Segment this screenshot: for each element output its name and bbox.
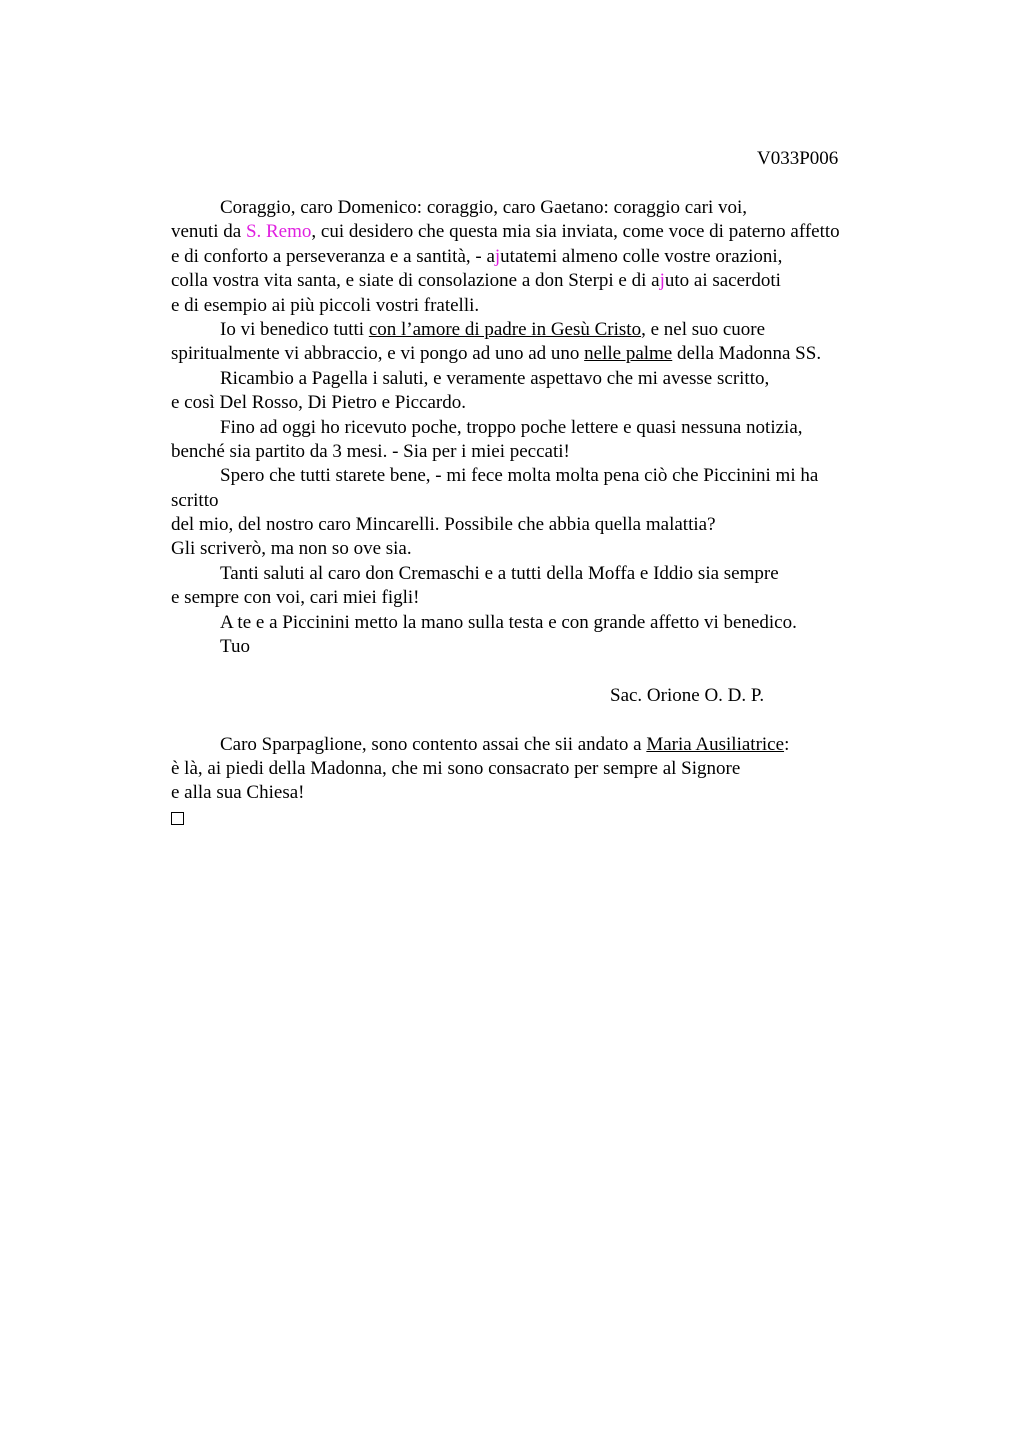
text-line: e sempre con voi, cari miei figli! [171, 587, 420, 609]
text-segment: utatemi almeno colle vostre orazioni, [500, 245, 783, 267]
text-line: Gli scriverò, ma non so ove sia. [171, 538, 412, 560]
text-line: e così Del Rosso, Di Pietro e Piccardo. [171, 392, 466, 414]
text-line [171, 733, 931, 757]
text-segment: , e nel suo cuore [641, 318, 766, 340]
text-segment: spiritualmente vi abbraccio, e vi pongo ad uno ad uno [171, 343, 585, 365]
text-line [171, 220, 931, 244]
signature: Sac. Orione O. D. P. [610, 684, 765, 706]
text-line [171, 318, 931, 342]
text-line: Fino ad oggi ho ricevuto poche, troppo poche lettere e quasi nessuna notizia, [220, 416, 803, 438]
text-line: Tuo [220, 636, 250, 658]
underlined-phrase: nelle palme [584, 343, 673, 365]
text-line: Tanti saluti al caro don Cremaschi e a tutti della Moffa e Iddio sia sempre [220, 562, 779, 584]
text-line [171, 342, 931, 366]
highlighted-letter: j [494, 245, 501, 267]
blank-line [171, 659, 931, 683]
text-segment: colla vostra vita santa, e siate di consolazione a don Sterpi e di a [171, 270, 660, 292]
text-line: Spero che tutti starete bene, - mi fece molta molta pena ciò che Piccinini mi ha [220, 465, 819, 487]
text-line: A te e a Piccinini metto la mano sulla testa e con grande affetto vi benedico. [220, 611, 797, 633]
empty-box-icon [171, 812, 184, 825]
highlighted-letter: j [659, 270, 665, 292]
text-segment: Io vi benedico tutti [220, 318, 369, 340]
text-line: è là, ai piedi della Madonna, che mi sono consacrato per sempre al Signore [171, 757, 741, 779]
text-segment: Caro Sparpaglione, sono contento assai che sii andato a [220, 733, 647, 755]
text-line: Coraggio, caro Domenico: coraggio, caro Gaetano: coraggio cari voi, [220, 197, 748, 218]
text-line: benché sia partito da 3 mesi. - Sia per i miei peccati! [171, 440, 570, 462]
text-line: e alla sua Chiesa! [171, 782, 305, 804]
text-segment: : [784, 733, 790, 755]
highlighted-place-name: S. Remo [245, 221, 312, 243]
text-line: Ricambio a Pagella i saluti, e veramente aspettavo che mi avesse scritto, [220, 367, 770, 389]
text-line [171, 245, 931, 269]
document-reference: V033P006 [757, 148, 839, 169]
text-segment: della Madonna SS. [672, 343, 822, 365]
text-segment: , cui desidero che questa mia sia inviata, come voce di paterno affetto [311, 221, 840, 243]
text-line: del mio, del nostro caro Mincarelli. Possibile che abbia quella malattia? [171, 514, 716, 536]
text-line: scritto [171, 489, 219, 511]
text-line [171, 806, 931, 830]
letter-body [171, 196, 931, 830]
underlined-phrase: con l’amore di padre in Gesù Cristo [368, 318, 642, 340]
text-segment: uto ai sacerdoti [664, 270, 781, 292]
text-line [171, 269, 931, 293]
text-segment: venuti da [171, 221, 246, 243]
text-segment: e di conforto a perseveranza e a santità, - a [171, 245, 495, 267]
blank-line [171, 708, 931, 732]
text-line: e di esempio ai più piccoli vostri fratelli. [171, 294, 480, 316]
underlined-phrase: Maria Ausiliatrice [646, 733, 785, 755]
